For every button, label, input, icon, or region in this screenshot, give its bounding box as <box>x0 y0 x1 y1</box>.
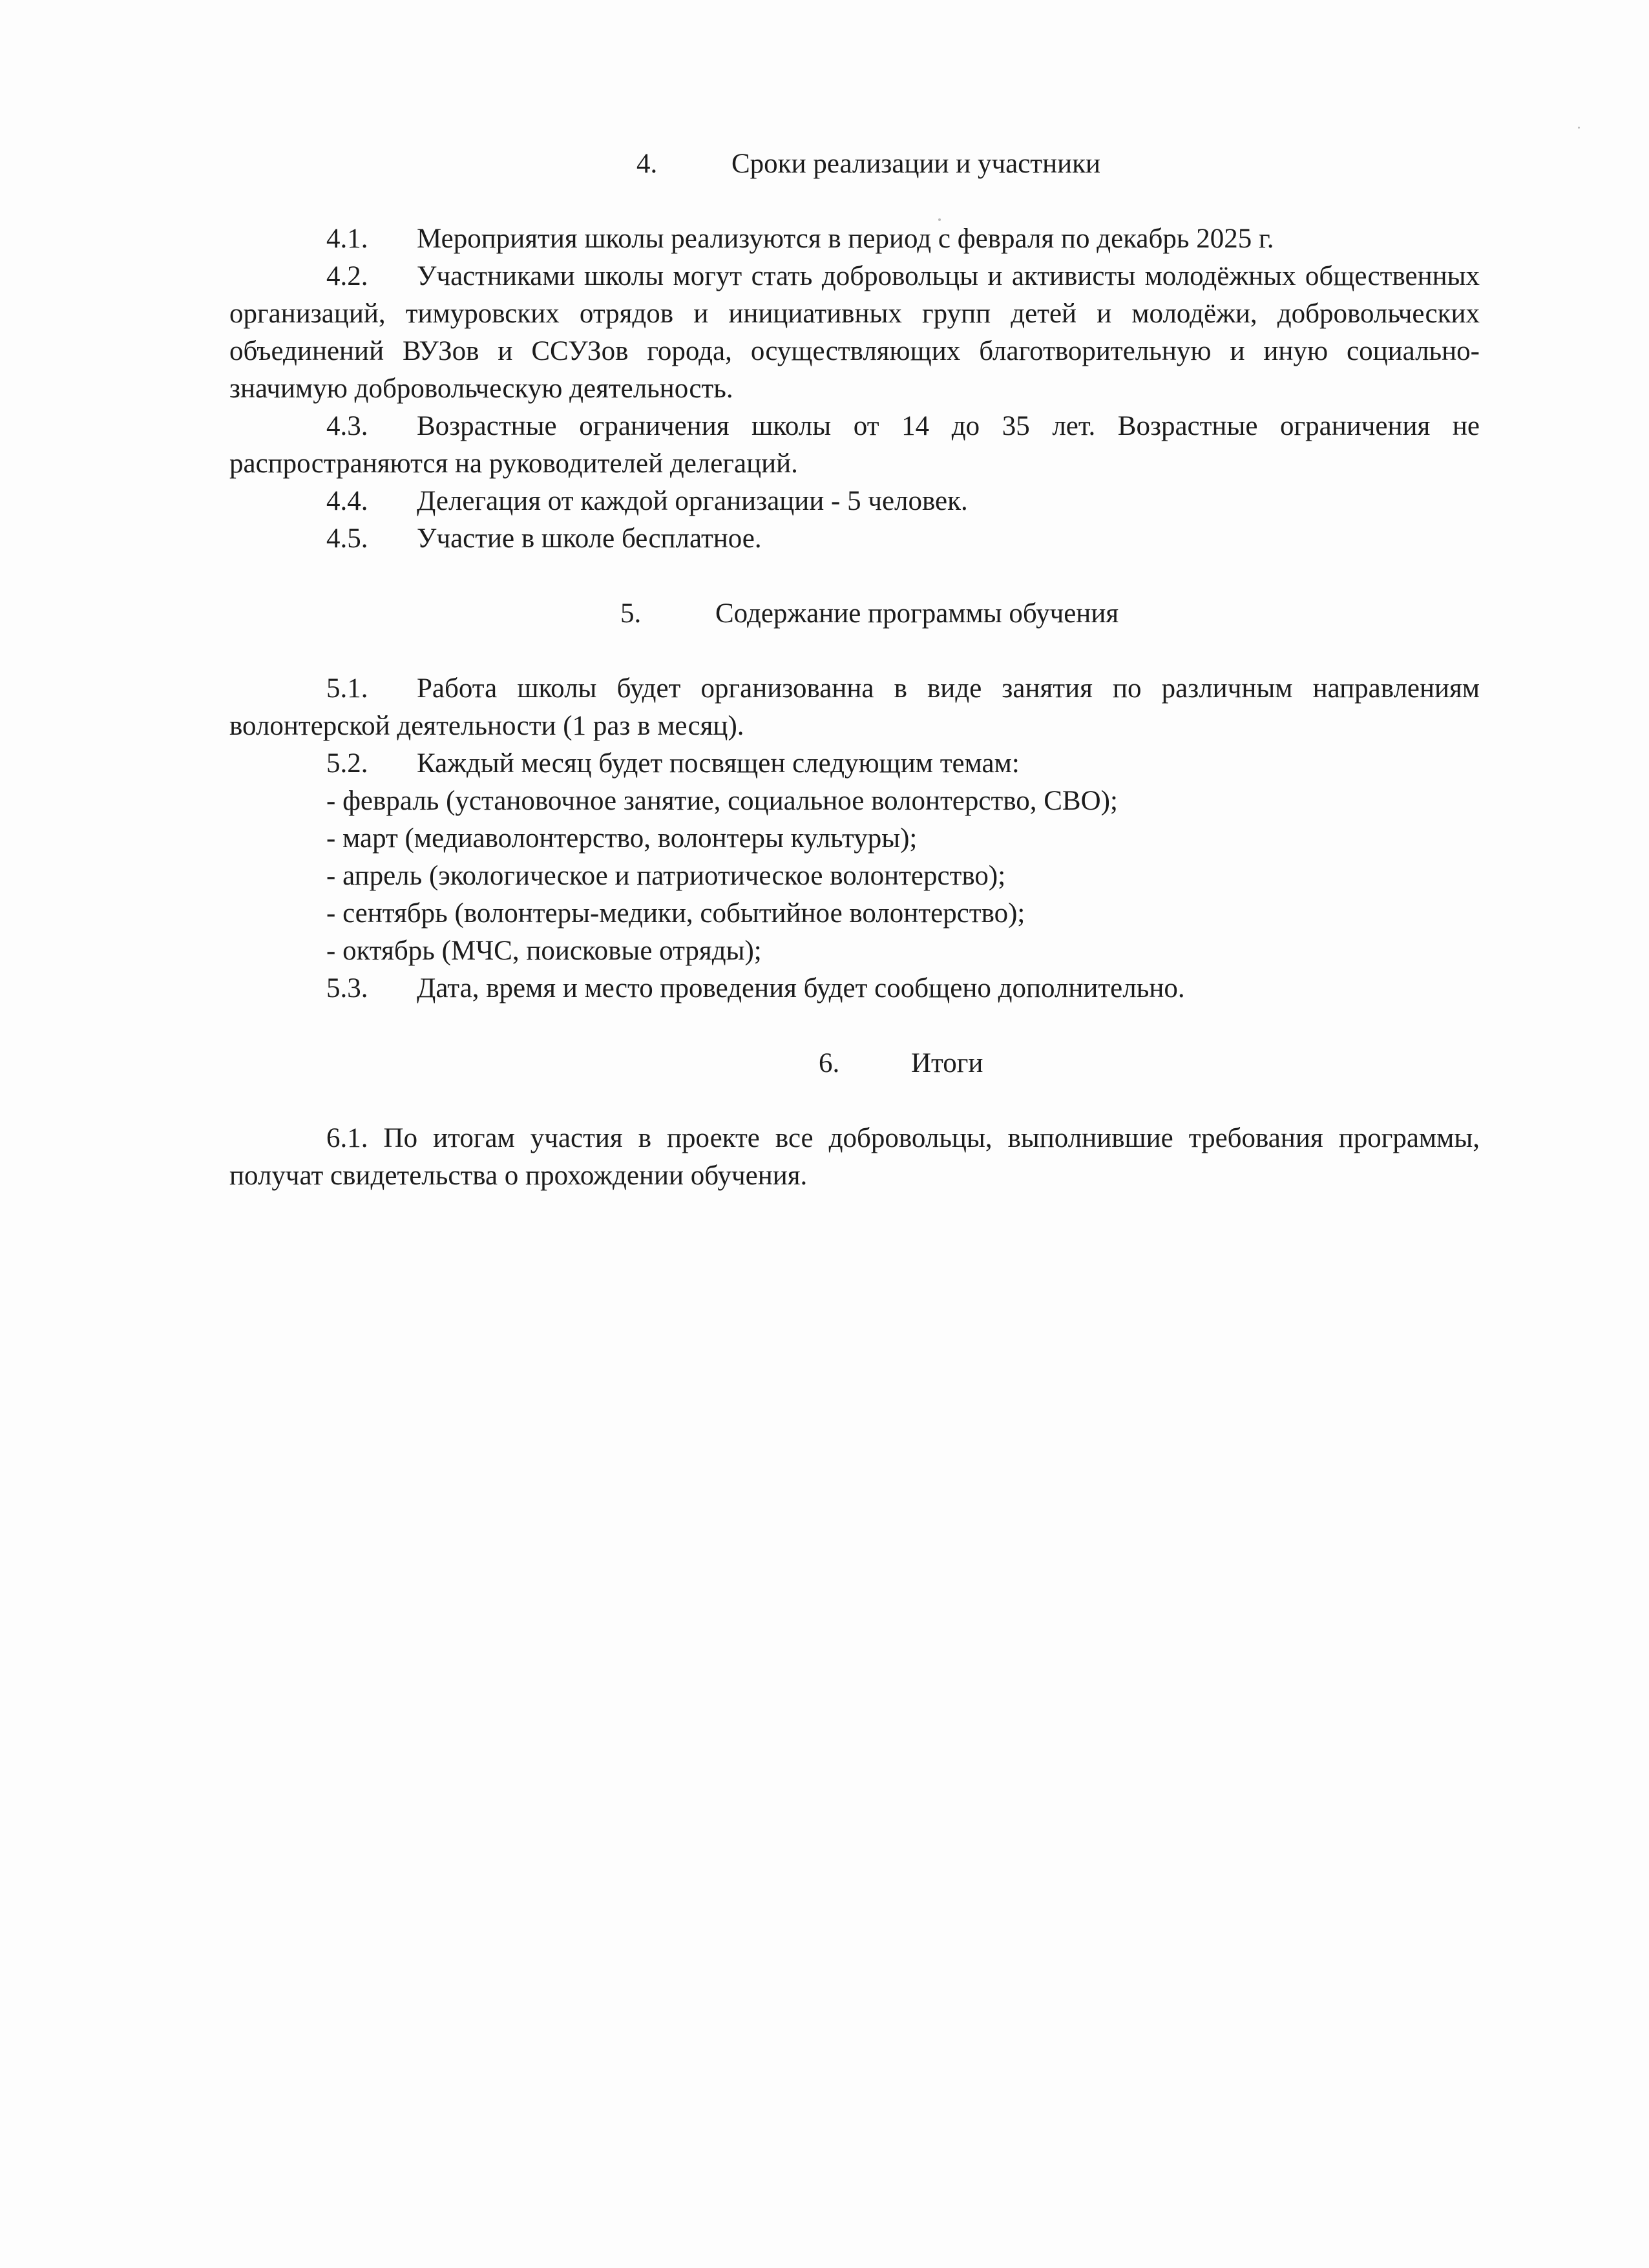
item-number: 4.5. <box>326 523 368 554</box>
item-text: Дата, время и место проведения будет сообщено дополнительно. <box>417 973 1185 1003</box>
section-4-title: Сроки реализации и участники <box>731 149 1101 179</box>
item-5-1 <box>229 670 1480 745</box>
item-4-3 <box>229 408 1480 483</box>
list-item: - сентябрь (волонтеры-медики, событийное волонтерство); <box>326 898 1025 929</box>
item-number: 5.3. <box>326 973 368 1003</box>
item-4-2 <box>229 258 1480 408</box>
section-5-title: Содержание программы обучения <box>715 598 1119 629</box>
item-text: Работа школы будет организованна в виде занятия по различным направлениям волонтерской деятельности (1 раз в месяц). <box>229 673 1480 741</box>
section-4-number: 4. <box>636 149 658 179</box>
section-6-title: Итоги <box>911 1048 983 1078</box>
section-5-heading <box>229 595 1480 633</box>
item-number: 5.2. <box>326 748 368 779</box>
section-6-number: 6. <box>819 1048 840 1078</box>
item-text: Каждый месяц будет посвящен следующим темам: <box>417 748 1020 779</box>
item-4-1 <box>229 220 1480 258</box>
list-item: - апрель (экологическое и патриотическое волонтерство); <box>326 861 1006 891</box>
item-number: 4.3. <box>326 411 368 441</box>
list-item: - февраль (установочное занятие, социальное волонтерство, СВО); <box>326 786 1118 816</box>
item-text: Делегация от каждой организации - 5 человек. <box>417 486 968 516</box>
item-text: Участниками школы могут стать добровольцы и активисты молодёжных общественных организаций, тимуровских отрядов и инициативных групп детей и молодёжи, добровольческих объединений ВУЗов и ССУЗов города, осуществляющих благотворительную и иную социально-значимую добровольческую деятельность. <box>229 261 1480 404</box>
item-number: 4.4. <box>326 486 368 516</box>
item-4-4 <box>229 483 1480 520</box>
section-6-heading <box>229 1045 1480 1082</box>
item-number: 4.2. <box>326 261 368 291</box>
item-text: Возрастные ограничения школы от 14 до 35 лет. Возрастные ограничения не распространяются на руководителей делегаций. <box>229 411 1480 479</box>
section-4-body <box>229 220 1480 558</box>
section-6-body <box>229 1120 1480 1195</box>
item-5-2 <box>229 745 1480 782</box>
section-5-body <box>229 670 1480 1007</box>
item-number: 4.1. <box>326 224 368 254</box>
item-number: 5.1. <box>326 673 368 704</box>
section-4-heading <box>229 145 1480 183</box>
item-text: Мероприятия школы реализуются в период с февраля по декабрь 2025 г. <box>417 224 1274 254</box>
section-5-number: 5. <box>620 598 642 629</box>
list-item: - март (медиаволонтерство, волонтеры культуры); <box>326 823 918 854</box>
item-4-5 <box>229 520 1480 558</box>
item-text: Участие в школе бесплатное. <box>417 523 762 554</box>
list-item: - октябрь (МЧС, поисковые отряды); <box>326 936 762 966</box>
item-6-1: 6.1. По итогам участия в проекте все добровольцы, выполнившие требования программы, получат свидетельства о прохождении обучения. <box>229 1123 1480 1191</box>
document-body <box>229 145 1480 1195</box>
scan-speck <box>1578 127 1580 129</box>
item-5-3 <box>229 970 1480 1007</box>
